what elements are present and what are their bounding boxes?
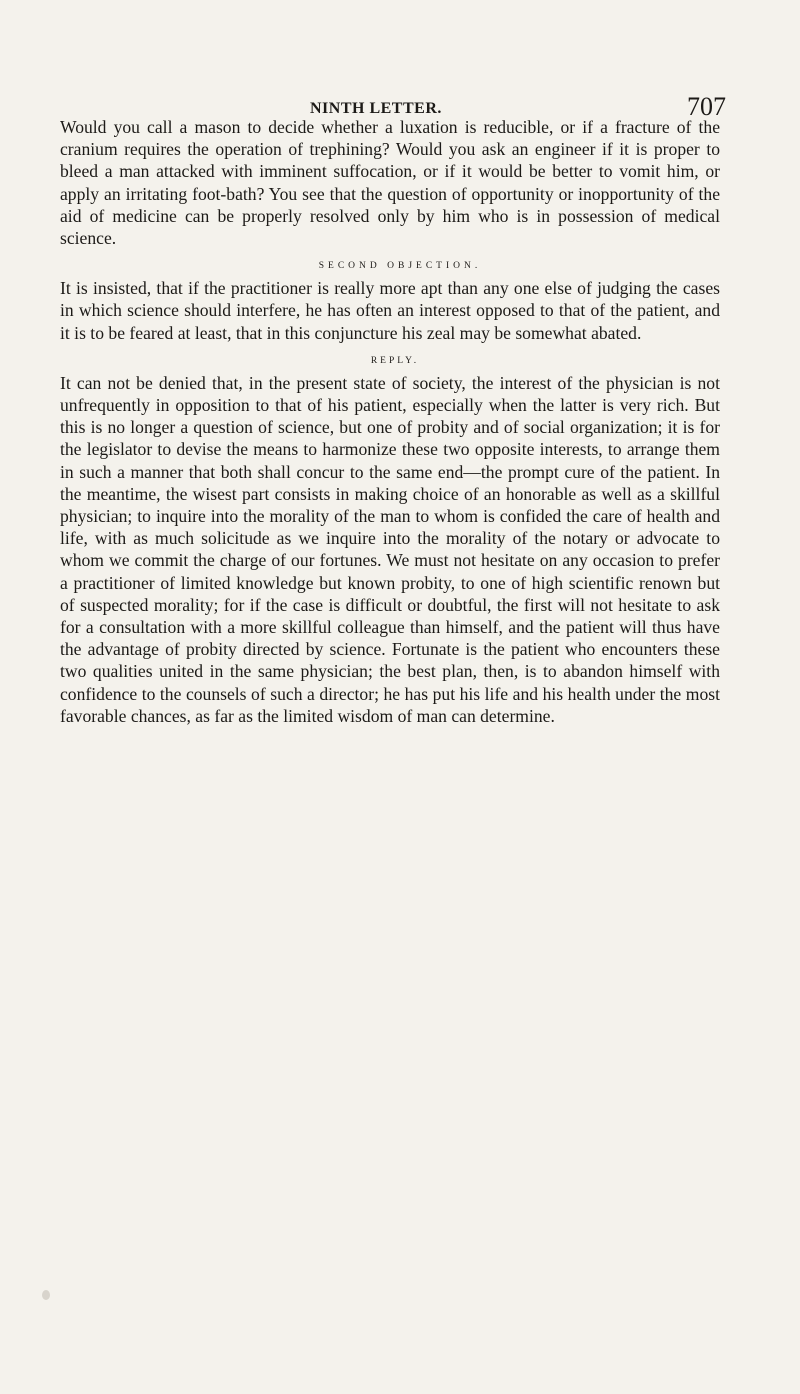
section-heading-second-objection: SECOND OBJECTION. — [318, 261, 482, 272]
book-page — [60, 72, 726, 727]
chapter-title: NINTH LETTER. — [310, 100, 442, 117]
objection-paragraph: It is insisted, that if the practitioner is really more apt than any one else of judging the cases in which science should interfere, he has often an interest opposed to that of the patient, and it is to be feared at least, that in this conjuncture his zeal may be somewhat abated. — [60, 278, 720, 343]
paper-smudge — [42, 1290, 50, 1300]
section-heading-reply: REPLY. — [370, 355, 420, 366]
page-number: 707 — [687, 92, 726, 121]
reply-paragraph: It can not be denied that, in the present state of society, the interest of the physician is not unfrequently in opposition to that of his patient, especially when the latter is very rich. But this is no longer a question of science, but one of probity and of social organization; it is for the legislator to devise the means to harmonize these two opposite interests, to arrange them in such a manner that both shall concur to the same end—the prompt cure of the patient. In the meantime, the wisest part consists in making choice of an honorable as well as a skillful physician; to inquire into the morality of the man to whom is confided the care of health and life, with as much solicitude as we inquire into the morality of the notary or advocate to whom we commit the charge of our fortunes. We must not hesitate on any occasion to prefer a practitioner of limited knowledge but known probity, to one of high scientific renown but of suspected morality; for if the case is difficult or doubtful, the first will not hesitate to ask for a consultation with a more skillful colleague than himself, and the patient will thus have the advantage of probity directed by science. Fortunate is the patient who encounters these two qualities united in the same physician; the best plan, then, is to abandon himself with confidence to the counsels of such a director; he has put his life and his health under the most favorable chances, as far as the limited wisdom of man can determine. — [60, 372, 720, 726]
running-head — [60, 72, 726, 121]
intro-paragraph: Would you call a mason to decide whether a luxation is reducible, or if a fracture of the cranium requires the operation of trephining? Would you ask an engineer if it is proper to bleed a man attacked with imminent suffocation, or if it would be better to vomit him, or apply an irritating foot-bath? You see that the question of opportunity or inopportunity of the aid of medicine can be properly resolved only by him who is in possession of medical science. — [60, 117, 720, 249]
